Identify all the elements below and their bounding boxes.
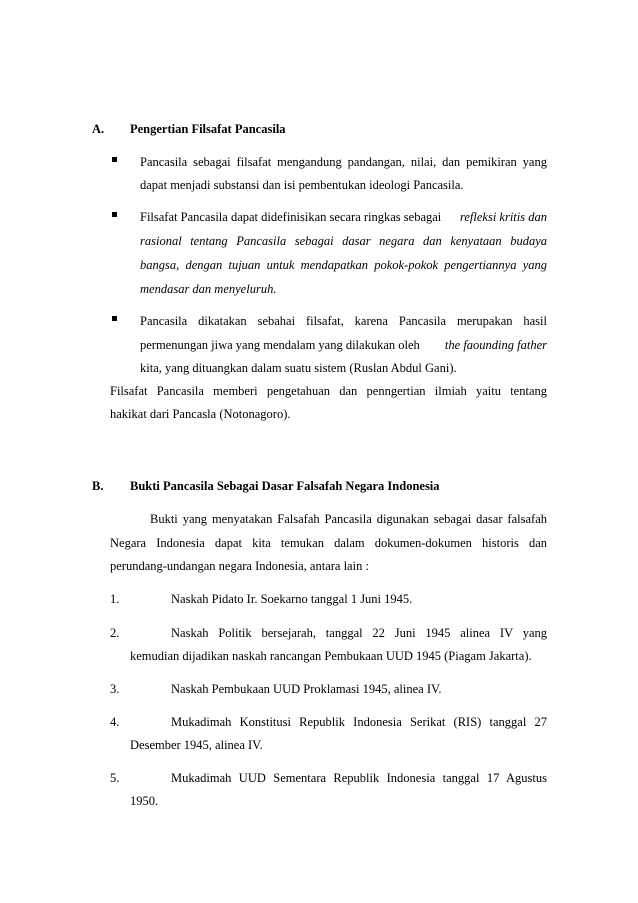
list-item-line1: Naskah Politik bersejarah, tanggal 22 Juni 1945 alinea IV yang [171,626,547,640]
bullet3-line2-plain: permenungan jiwa yang mendalam yang dilakukan oleh [140,338,420,352]
bullet-icon [112,212,117,217]
list-item-line1: Mukadimah Konstitusi Republik Indonesia Serikat (RIS) tanggal 27 [171,715,547,729]
paragraph-a-line1: Filsafat Pancasila memberi pengetahuan dan penngertian ilmiah yaitu tentang [110,384,547,398]
bullet3-line2-italic: the faounding father [444,338,547,352]
bullet-icon [112,157,117,162]
list-item-line2: 1950. [130,794,159,808]
section-a-title: Pengertian Filsafat Pancasila [130,122,286,136]
bullet1-line1: Pancasila sebagai filsafat mengandung pandangan, nilai, dan pemikiran yang [140,155,547,169]
bullet-icon [112,316,117,321]
list-item-line1: Naskah Pidato Ir. Soekarno tanggal 1 Juni 1945. [171,592,413,606]
bullet2-line1-plain: Filsafat Pancasila dapat didefinisikan secara ringkas sebagai [140,210,442,224]
bullet2-line1-italic: refleksi kritis dan [459,210,547,224]
bullet1-line2: dapat menjadi substansi dan isi pembentukan ideologi Pancasila. [140,178,464,192]
intro-b-line2: Negara Indonesia dapat kita temukan dalam dokumen-dokumen historis dan [110,536,547,550]
bullet2-line3: bangsa, dengan tujuan untuk mendapatkan pokok-pokok pengertiannya yang [140,258,547,272]
bullet3-line1: Pancasila dikatakan sebahai filsafat, karena Pancasila merupakan hasil [140,314,547,328]
list-item-number: 4. [110,715,120,729]
list-item-number: 2. [110,626,120,640]
list-item-line1: Naskah Pembukaan UUD Proklamasi 1945, alinea IV. [171,682,442,696]
list-item-line2: Desember 1945, alinea IV. [130,738,263,752]
bullet2-line2: rasional tentang Pancasila sebagai dasar negara dan kenyataan budaya [140,234,547,248]
bullet3-line3: kita, yang dituangkan dalam suatu sistem (Ruslan Abdul Gani). [140,361,457,375]
section-b-letter: B. [92,479,104,493]
paragraph-a-line2: hakikat dari Pancasla (Notonagoro). [110,407,291,421]
list-item-line2: kemudian dijadikan naskah rancangan Pembukaan UUD 1945 (Piagam Jakarta). [130,649,532,663]
list-item-number: 5. [110,771,120,785]
intro-b-line1: Bukti yang menyatakan Falsafah Pancasila digunakan sebagai dasar falsafah [150,512,547,526]
bullet3-line2 [140,338,547,352]
bullet2-line1 [140,210,547,224]
bullet2-line4: mendasar dan menyeluruh. [140,282,277,296]
intro-b-line3: perundang-undangan negara Indonesia, antara lain : [110,559,369,573]
section-a-letter: A. [92,122,105,136]
list-item-number: 3. [110,682,120,696]
list-item-line1: Mukadimah UUD Sementara Republik Indonesia tanggal 17 Agustus [171,771,547,785]
section-b-title: Bukti Pancasila Sebagai Dasar Falsafah Negara Indonesia [130,479,440,493]
list-item-number: 1. [110,592,120,606]
